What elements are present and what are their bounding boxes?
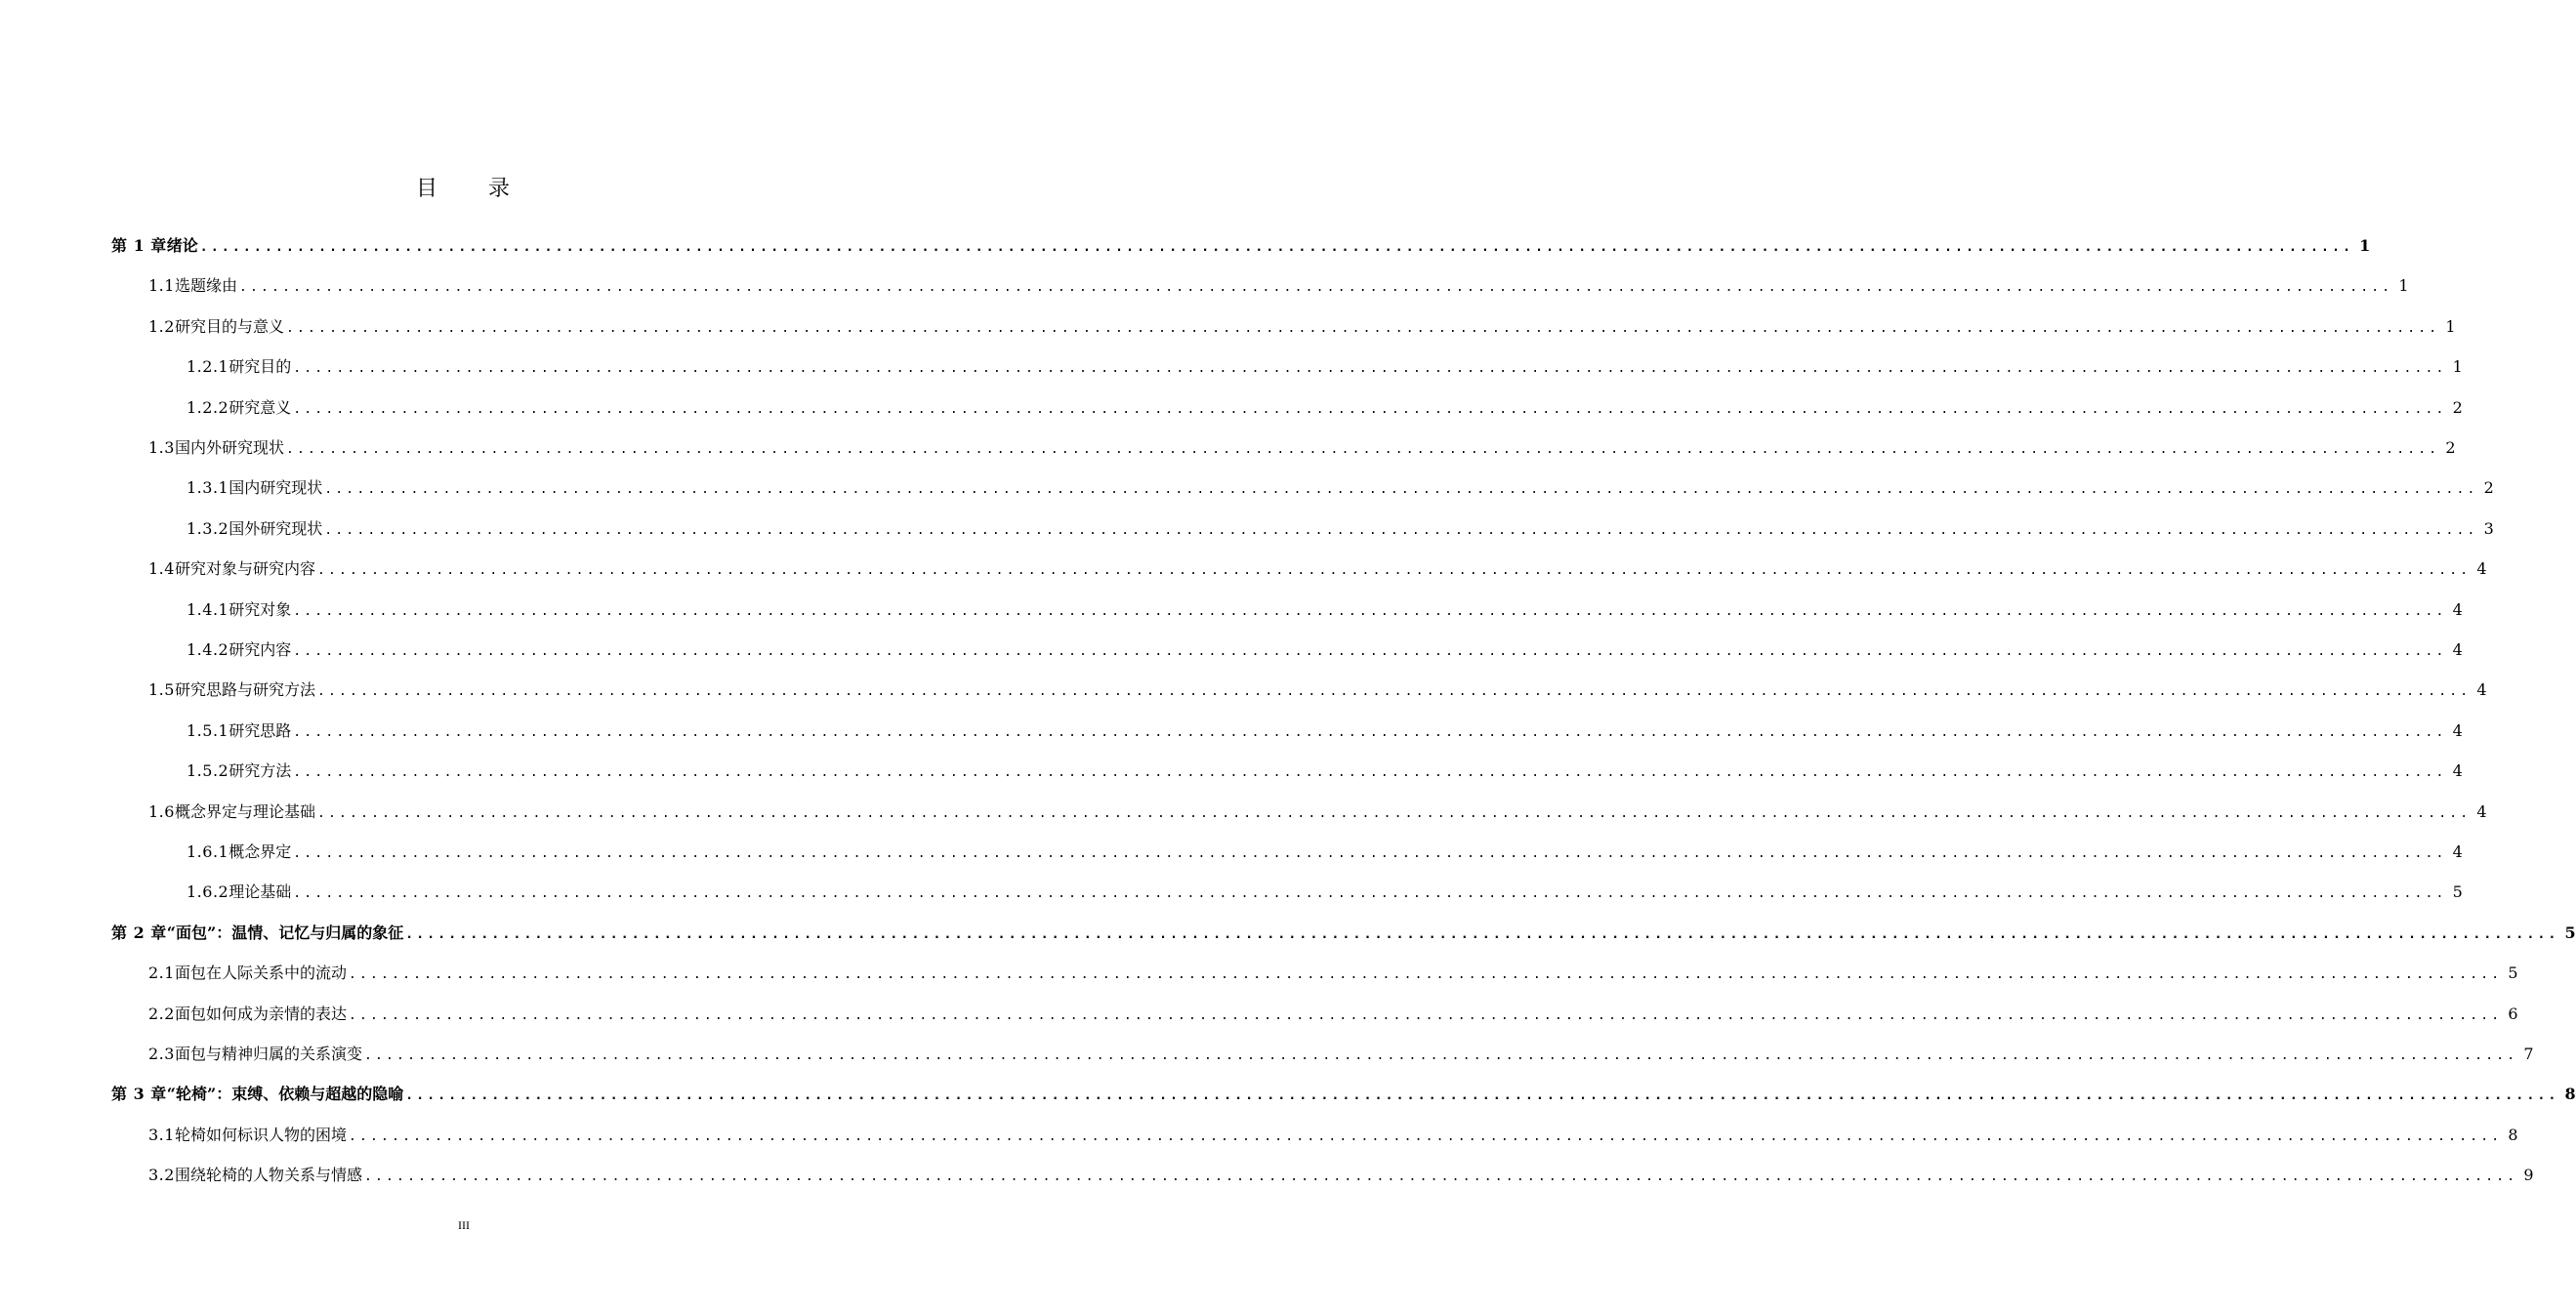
toc-section-entry[interactable] — [148, 963, 2518, 986]
toc-entry-label: 研究目的与意义 — [174, 316, 284, 336]
toc-entry-label: 概念界定与理论基础 — [174, 801, 315, 821]
toc-dot-leader: ........................................................................................................................................................................................................ — [405, 926, 2559, 942]
toc-chapter-entry[interactable] — [111, 922, 2576, 946]
toc-entry-number: 1.6 — [148, 801, 175, 821]
toc-entry-number: 2.3 — [148, 1045, 175, 1063]
toc-subsection-entry[interactable] — [187, 477, 2494, 501]
toc-entry-page: 8 — [2564, 1085, 2576, 1104]
toc-entry-page: 5 — [2452, 882, 2463, 902]
toc-entry-label: 面包与精神归属的关系演变 — [174, 1045, 362, 1063]
toc-section-entry[interactable] — [148, 316, 2456, 340]
toc-entry-page: 8 — [2508, 1125, 2518, 1144]
toc-entry-number: 1.5.2 — [187, 761, 229, 781]
toc-dot-leader: ........................................................................................................................................................................................................ — [293, 361, 2447, 377]
toc-dot-leader: ........................................................................................................................................................................................................ — [348, 1128, 2503, 1144]
toc-section-entry[interactable] — [148, 1165, 2534, 1188]
toc-entry-number: 1.2.2 — [187, 397, 229, 417]
toc-entry-page: 4 — [2452, 720, 2463, 740]
toc-entry-label: 研究内容 — [229, 640, 292, 659]
toc-entry-label: 轮椅如何标识人物的困境 — [174, 1125, 347, 1144]
toc-dot-leader: ........................................................................................................................................................................................................ — [293, 644, 2447, 659]
toc-entry-number: 1.4.2 — [187, 640, 229, 659]
toc-section-entry[interactable] — [148, 1004, 2518, 1027]
title-char-1: 目 — [415, 177, 439, 201]
toc-entry-page: 5 — [2564, 922, 2576, 942]
toc-entry-page: 2 — [2445, 438, 2456, 457]
toc-entry-number: 1.6.1 — [187, 842, 229, 861]
toc-entry-page: 4 — [2452, 842, 2463, 861]
toc-dot-leader: ........................................................................................................................................................................................................ — [316, 684, 2472, 700]
toc-subsection-entry[interactable] — [187, 599, 2463, 623]
toc-entry-page: 6 — [2508, 1004, 2518, 1023]
toc-entry-number: 1.3.2 — [187, 518, 229, 538]
toc-chapter-entry[interactable] — [111, 235, 2371, 259]
toc-subsection-entry[interactable] — [187, 639, 2463, 663]
toc-entry-page: 4 — [2476, 801, 2487, 821]
toc-entry-label: 国内研究现状 — [229, 478, 323, 498]
toc-entry-number: 1.4 — [148, 559, 175, 579]
toc-dot-leader: ........................................................................................................................................................................................................ — [363, 1169, 2518, 1185]
toc-entry-label: 研究对象与研究内容 — [174, 559, 315, 579]
toc-entry-number: 1.1 — [148, 276, 175, 296]
toc-section-entry[interactable] — [148, 1125, 2518, 1148]
toc-entry-page: 1 — [2452, 357, 2463, 377]
toc-entry-label: 国内外研究现状 — [174, 438, 284, 457]
toc-entry-page: 4 — [2452, 761, 2463, 781]
toc-entry-label: 国外研究现状 — [229, 518, 323, 538]
toc-subsection-entry[interactable] — [187, 356, 2463, 380]
toc-entry-number: 1.3.1 — [187, 478, 229, 498]
toc-dot-leader: ........................................................................................................................................................................................................ — [293, 603, 2447, 619]
toc-entry-page: 9 — [2523, 1166, 2534, 1185]
toc-subsection-entry[interactable] — [187, 882, 2463, 905]
toc-entry-number: 1.2.1 — [187, 357, 229, 377]
toc-entry-page: 4 — [2452, 640, 2463, 659]
toc-entry-number: 第 1 章 — [111, 236, 167, 255]
toc-dot-leader: ........................................................................................................................................................................................................ — [348, 1007, 2503, 1023]
toc-dot-leader: ........................................................................................................................................................................................................ — [324, 482, 2478, 498]
toc-subsection-entry[interactable] — [187, 841, 2463, 865]
toc-subsection-entry[interactable] — [187, 518, 2494, 542]
toc-entry-label: “轮椅”：束缚、依赖与超越的隐喻 — [166, 1085, 404, 1104]
toc-entry-number: 1.5 — [148, 680, 175, 700]
toc-entry-page: 7 — [2523, 1045, 2534, 1063]
title-char-2: 录 — [488, 177, 513, 201]
toc-entry-label: 围绕轮椅的人物关系与情感 — [174, 1166, 362, 1185]
toc-dot-leader: ........................................................................................................................................................................................................ — [238, 280, 2393, 296]
toc-entry-label: 面包在人际关系中的流动 — [174, 964, 347, 983]
toc-entry-number: 1.4.1 — [187, 599, 229, 619]
toc-entry-number: 2.1 — [148, 964, 175, 983]
toc-entry-label: 研究思路 — [229, 720, 292, 740]
page-number-footer: III — [458, 1218, 470, 1232]
toc-entry-label: 研究思路与研究方法 — [174, 680, 315, 700]
toc-entry-label: 研究对象 — [229, 599, 292, 619]
toc-entry-number: 1.5.1 — [187, 720, 229, 740]
toc-entry-label: 研究目的 — [229, 357, 292, 377]
toc-entry-label: 面包如何成为亲情的表达 — [174, 1004, 347, 1023]
toc-entry-label: 理论基础 — [229, 882, 292, 902]
toc-subsection-entry[interactable] — [187, 397, 2463, 421]
toc-dot-leader: ........................................................................................................................................................................................................ — [324, 522, 2478, 538]
toc-entry-number: 2.2 — [148, 1004, 175, 1023]
toc-entry-page: 4 — [2452, 599, 2463, 619]
toc-entry-label: 绪论 — [166, 236, 198, 255]
toc-chapter-entry[interactable] — [111, 1084, 2576, 1107]
toc-subsection-entry[interactable] — [187, 720, 2463, 744]
toc-entry-page: 5 — [2508, 964, 2518, 983]
toc-dot-leader: ........................................................................................................................................................................................................ — [316, 563, 2472, 579]
toc-dot-leader: ........................................................................................................................................................................................................ — [363, 1048, 2518, 1063]
toc-entry-label: 概念界定 — [229, 842, 292, 861]
toc-entry-page: 2 — [2452, 397, 2463, 417]
toc-entry-page: 4 — [2476, 559, 2487, 579]
toc-subsection-entry[interactable] — [187, 760, 2463, 784]
toc-dot-leader: ........................................................................................................................................................................................................ — [293, 401, 2447, 417]
toc-section-entry[interactable] — [148, 679, 2487, 703]
toc-entry-page: 2 — [2483, 478, 2494, 498]
toc-entry-label: 研究意义 — [229, 397, 292, 417]
toc-dot-leader: ........................................................................................................................................................................................................ — [199, 240, 2354, 255]
toc-section-entry[interactable] — [148, 437, 2456, 461]
toc-dot-leader: ........................................................................................................................................................................................................ — [285, 442, 2440, 457]
toc-dot-leader: ........................................................................................................................................................................................................ — [405, 1088, 2559, 1104]
toc-section-entry[interactable] — [148, 1044, 2534, 1067]
toc-dot-leader: ........................................................................................................................................................................................................ — [293, 724, 2447, 740]
toc-entry-number: 3.1 — [148, 1125, 175, 1144]
toc-section-entry[interactable] — [148, 558, 2487, 582]
toc-dot-leader: ........................................................................................................................................................................................................ — [316, 805, 2472, 821]
toc-dot-leader: ........................................................................................................................................................................................................ — [285, 320, 2440, 336]
toc-entry-page: 4 — [2476, 680, 2487, 700]
page-title — [0, 172, 928, 202]
toc-entry-page: 1 — [2359, 236, 2371, 255]
toc-entry-number: 3.2 — [148, 1166, 175, 1185]
toc-dot-leader: ........................................................................................................................................................................................................ — [293, 765, 2447, 781]
toc-section-entry[interactable] — [148, 275, 2409, 299]
toc-section-entry[interactable] — [148, 801, 2487, 825]
toc-entry-label: 研究方法 — [229, 761, 292, 781]
toc-entry-number: 1.6.2 — [187, 882, 229, 902]
toc-dot-leader: ........................................................................................................................................................................................................ — [348, 967, 2503, 983]
toc-entry-number: 第 2 章 — [111, 922, 167, 942]
toc-entry-number: 1.2 — [148, 316, 175, 336]
toc-entry-number: 第 3 章 — [111, 1085, 167, 1104]
toc-entry-label: 选题缘由 — [174, 276, 237, 296]
toc-entry-label: “面包”：温情、记忆与归属的象征 — [166, 922, 404, 942]
toc-dot-leader: ........................................................................................................................................................................................................ — [293, 846, 2447, 861]
toc-entry-page: 1 — [2398, 276, 2409, 296]
toc-entry-page: 1 — [2445, 316, 2456, 336]
toc-entry-number: 1.3 — [148, 438, 175, 457]
toc-entry-page: 3 — [2483, 518, 2494, 538]
toc-dot-leader: ........................................................................................................................................................................................................ — [293, 886, 2447, 902]
